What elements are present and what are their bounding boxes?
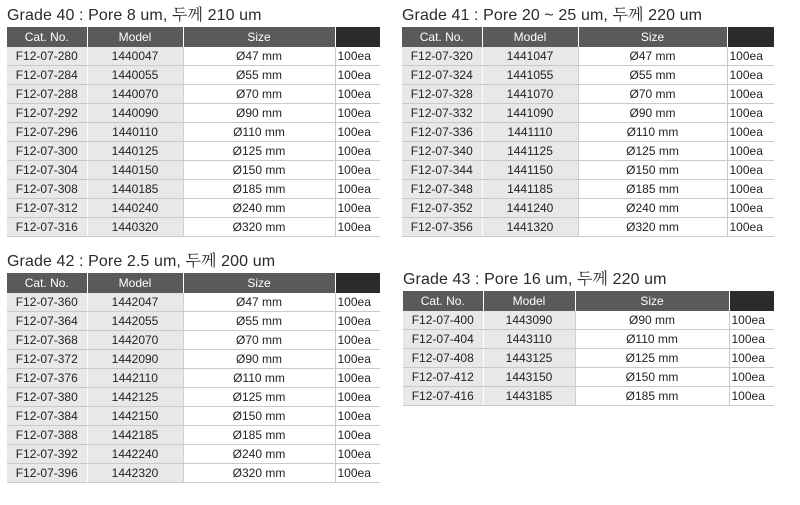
- cat-no-cell: F12-07-344: [402, 161, 482, 180]
- cat-no-cell: F12-07-304: [7, 161, 87, 180]
- quantity-cell: 100ea: [335, 369, 380, 388]
- size-cell: Ø70 mm: [183, 331, 335, 350]
- cat-no-cell: F12-07-328: [402, 85, 482, 104]
- quantity-cell: 100ea: [335, 331, 380, 350]
- grade-42-table: [7, 273, 380, 483]
- size-cell: Ø240 mm: [578, 199, 727, 218]
- table-row: [7, 312, 380, 331]
- size-cell: Ø150 mm: [183, 407, 335, 426]
- model-cell: 1440070: [87, 85, 183, 104]
- model-cell: 1442150: [87, 407, 183, 426]
- table-row: [402, 66, 774, 85]
- grade-40-title: Grade 40 : Pore 8 um, 두께 210 um: [7, 7, 262, 24]
- model-cell: 1440055: [87, 66, 183, 85]
- size-cell: Ø90 mm: [578, 104, 727, 123]
- cat-no-cell: F12-07-284: [7, 66, 87, 85]
- size-header: Size: [575, 291, 729, 311]
- quantity-cell: 100ea: [335, 388, 380, 407]
- model-cell: 1442125: [87, 388, 183, 407]
- cat-no-cell: F12-07-280: [7, 47, 87, 66]
- grade-41-title: Grade 41 : Pore 20 ~ 25 um, 두께 220 um: [402, 7, 703, 24]
- cat-no-cell: F12-07-376: [7, 369, 87, 388]
- quantity-cell: 100ea: [335, 123, 380, 142]
- cat-no-cell: F12-07-308: [7, 180, 87, 199]
- quantity-cell: 100ea: [729, 349, 774, 368]
- cat-no-cell: F12-07-412: [403, 368, 483, 387]
- quantity-cell: 100ea: [335, 407, 380, 426]
- grade-43-block: [403, 270, 774, 406]
- size-cell: Ø47 mm: [183, 47, 335, 66]
- table-row: [403, 349, 774, 368]
- size-cell: Ø110 mm: [575, 330, 729, 349]
- grade-40-table: [7, 27, 380, 237]
- quantity-cell: 100ea: [335, 180, 380, 199]
- model-cell: 1441320: [482, 218, 578, 237]
- table-row: [7, 293, 380, 312]
- cat-no-cell: F12-07-380: [7, 388, 87, 407]
- cat-no-cell: F12-07-400: [403, 311, 483, 330]
- cat-no-header: Cat. No.: [7, 273, 87, 293]
- model-cell: 1440240: [87, 199, 183, 218]
- quantity-cell: 100ea: [729, 330, 774, 349]
- model-cell: 1442070: [87, 331, 183, 350]
- grade-42-block: [7, 252, 380, 483]
- table-row: [7, 104, 380, 123]
- table-row: [403, 330, 774, 349]
- table-row: [402, 47, 774, 66]
- quantity-cell: 100ea: [335, 445, 380, 464]
- model-cell: 1443185: [483, 387, 575, 406]
- model-cell: 1440125: [87, 142, 183, 161]
- table-row: [403, 387, 774, 406]
- cat-no-cell: F12-07-360: [7, 293, 87, 312]
- table-row: [7, 388, 380, 407]
- table-row: [7, 123, 380, 142]
- model-cell: 1441055: [482, 66, 578, 85]
- size-cell: Ø110 mm: [578, 123, 727, 142]
- quantity-cell: 100ea: [729, 387, 774, 406]
- size-cell: Ø110 mm: [183, 369, 335, 388]
- cat-no-header: Cat. No.: [7, 27, 87, 47]
- quantity-cell: 100ea: [335, 104, 380, 123]
- model-cell: 1442090: [87, 350, 183, 369]
- table-row: [402, 85, 774, 104]
- cat-no-header: Cat. No.: [403, 291, 483, 311]
- cat-no-cell: F12-07-368: [7, 331, 87, 350]
- model-cell: 1441150: [482, 161, 578, 180]
- table-row: [7, 180, 380, 199]
- cat-no-cell: F12-07-348: [402, 180, 482, 199]
- table-row: [7, 218, 380, 237]
- size-cell: Ø110 mm: [183, 123, 335, 142]
- cat-no-cell: F12-07-352: [402, 199, 482, 218]
- cat-no-cell: F12-07-340: [402, 142, 482, 161]
- size-cell: Ø125 mm: [183, 142, 335, 161]
- cat-no-cell: F12-07-312: [7, 199, 87, 218]
- table-row: [7, 142, 380, 161]
- quantity-cell: 100ea: [335, 142, 380, 161]
- size-cell: Ø150 mm: [575, 368, 729, 387]
- cat-no-cell: F12-07-384: [7, 407, 87, 426]
- model-cell: 1440110: [87, 123, 183, 142]
- table-row: [7, 407, 380, 426]
- table-row: [402, 218, 774, 237]
- size-cell: Ø320 mm: [183, 218, 335, 237]
- table-row: [7, 47, 380, 66]
- grade-40-block: [7, 6, 380, 237]
- size-cell: Ø90 mm: [183, 104, 335, 123]
- quantity-header: [727, 27, 774, 47]
- size-cell: Ø90 mm: [183, 350, 335, 369]
- model-cell: 1441070: [482, 85, 578, 104]
- size-cell: Ø185 mm: [183, 426, 335, 445]
- model-cell: 1441240: [482, 199, 578, 218]
- table-row: [7, 199, 380, 218]
- cat-no-cell: F12-07-300: [7, 142, 87, 161]
- cat-no-cell: F12-07-408: [403, 349, 483, 368]
- model-cell: 1440150: [87, 161, 183, 180]
- quantity-cell: 100ea: [727, 199, 774, 218]
- size-cell: Ø47 mm: [183, 293, 335, 312]
- cat-no-cell: F12-07-292: [7, 104, 87, 123]
- model-header: Model: [87, 27, 183, 47]
- size-cell: Ø70 mm: [578, 85, 727, 104]
- model-cell: 1442055: [87, 312, 183, 331]
- quantity-cell: 100ea: [335, 218, 380, 237]
- size-cell: Ø320 mm: [578, 218, 727, 237]
- model-cell: 1441185: [482, 180, 578, 199]
- quantity-cell: 100ea: [727, 161, 774, 180]
- cat-no-cell: F12-07-296: [7, 123, 87, 142]
- size-cell: Ø185 mm: [575, 387, 729, 406]
- quantity-cell: 100ea: [335, 350, 380, 369]
- table-row: [402, 199, 774, 218]
- size-header: Size: [578, 27, 727, 47]
- quantity-cell: 100ea: [335, 293, 380, 312]
- model-cell: 1440047: [87, 47, 183, 66]
- quantity-cell: 100ea: [335, 85, 380, 104]
- cat-no-cell: F12-07-320: [402, 47, 482, 66]
- quantity-cell: 100ea: [729, 311, 774, 330]
- cat-no-cell: F12-07-356: [402, 218, 482, 237]
- model-cell: 1440090: [87, 104, 183, 123]
- table-row: [403, 311, 774, 330]
- size-cell: Ø240 mm: [183, 199, 335, 218]
- quantity-cell: 100ea: [727, 123, 774, 142]
- model-cell: 1440320: [87, 218, 183, 237]
- model-cell: 1442240: [87, 445, 183, 464]
- size-cell: Ø320 mm: [183, 464, 335, 483]
- quantity-cell: 100ea: [727, 85, 774, 104]
- size-cell: Ø125 mm: [183, 388, 335, 407]
- size-cell: Ø240 mm: [183, 445, 335, 464]
- quantity-cell: 100ea: [335, 464, 380, 483]
- model-header: Model: [87, 273, 183, 293]
- model-cell: 1442110: [87, 369, 183, 388]
- size-header: Size: [183, 273, 335, 293]
- quantity-cell: 100ea: [335, 66, 380, 85]
- size-cell: Ø185 mm: [183, 180, 335, 199]
- table-row: [7, 445, 380, 464]
- size-cell: Ø55 mm: [183, 312, 335, 331]
- grade-42-title: Grade 42 : Pore 2.5 um, 두께 200 um: [7, 253, 276, 270]
- model-cell: 1442185: [87, 426, 183, 445]
- model-cell: 1441090: [482, 104, 578, 123]
- table-row: [7, 369, 380, 388]
- table-row: [402, 123, 774, 142]
- cat-no-cell: F12-07-404: [403, 330, 483, 349]
- table-row: [7, 426, 380, 445]
- quantity-cell: 100ea: [729, 368, 774, 387]
- table-row: [7, 161, 380, 180]
- grade-41-block: [402, 6, 774, 237]
- grade-43-title: Grade 43 : Pore 16 um, 두께 220 um: [403, 271, 667, 288]
- size-cell: Ø185 mm: [578, 180, 727, 199]
- cat-no-cell: F12-07-288: [7, 85, 87, 104]
- grade-41-table: [402, 27, 774, 237]
- model-header: Model: [483, 291, 575, 311]
- table-row: [7, 66, 380, 85]
- quantity-cell: 100ea: [727, 47, 774, 66]
- size-header: Size: [183, 27, 335, 47]
- model-cell: 1443125: [483, 349, 575, 368]
- size-cell: Ø125 mm: [575, 349, 729, 368]
- cat-no-cell: F12-07-372: [7, 350, 87, 369]
- model-cell: 1441047: [482, 47, 578, 66]
- quantity-cell: 100ea: [727, 218, 774, 237]
- quantity-header: [335, 273, 380, 293]
- model-cell: 1442320: [87, 464, 183, 483]
- quantity-cell: 100ea: [335, 161, 380, 180]
- cat-no-cell: F12-07-364: [7, 312, 87, 331]
- quantity-cell: 100ea: [727, 142, 774, 161]
- model-cell: 1442047: [87, 293, 183, 312]
- model-cell: 1443110: [483, 330, 575, 349]
- cat-no-cell: F12-07-336: [402, 123, 482, 142]
- model-cell: 1441110: [482, 123, 578, 142]
- model-cell: 1441125: [482, 142, 578, 161]
- table-row: [403, 368, 774, 387]
- table-row: [7, 331, 380, 350]
- size-cell: Ø150 mm: [183, 161, 335, 180]
- quantity-cell: 100ea: [335, 199, 380, 218]
- size-cell: Ø47 mm: [578, 47, 727, 66]
- model-cell: 1440185: [87, 180, 183, 199]
- quantity-cell: 100ea: [335, 312, 380, 331]
- quantity-cell: 100ea: [335, 47, 380, 66]
- table-row: [402, 180, 774, 199]
- quantity-header: [335, 27, 380, 47]
- table-row: [402, 161, 774, 180]
- quantity-cell: 100ea: [335, 426, 380, 445]
- quantity-cell: 100ea: [727, 66, 774, 85]
- model-cell: 1443150: [483, 368, 575, 387]
- cat-no-cell: F12-07-392: [7, 445, 87, 464]
- table-row: [402, 142, 774, 161]
- quantity-cell: 100ea: [727, 180, 774, 199]
- table-row: [402, 104, 774, 123]
- model-cell: 1443090: [483, 311, 575, 330]
- size-cell: Ø90 mm: [575, 311, 729, 330]
- cat-no-header: Cat. No.: [402, 27, 482, 47]
- model-header: Model: [482, 27, 578, 47]
- size-cell: Ø150 mm: [578, 161, 727, 180]
- cat-no-cell: F12-07-388: [7, 426, 87, 445]
- table-row: [7, 350, 380, 369]
- size-cell: Ø55 mm: [183, 66, 335, 85]
- quantity-header: [729, 291, 774, 311]
- cat-no-cell: F12-07-396: [7, 464, 87, 483]
- size-cell: Ø70 mm: [183, 85, 335, 104]
- table-row: [7, 85, 380, 104]
- cat-no-cell: F12-07-324: [402, 66, 482, 85]
- size-cell: Ø55 mm: [578, 66, 727, 85]
- quantity-cell: 100ea: [727, 104, 774, 123]
- cat-no-cell: F12-07-316: [7, 218, 87, 237]
- table-row: [7, 464, 380, 483]
- grade-43-table: [403, 291, 774, 406]
- cat-no-cell: F12-07-332: [402, 104, 482, 123]
- size-cell: Ø125 mm: [578, 142, 727, 161]
- cat-no-cell: F12-07-416: [403, 387, 483, 406]
